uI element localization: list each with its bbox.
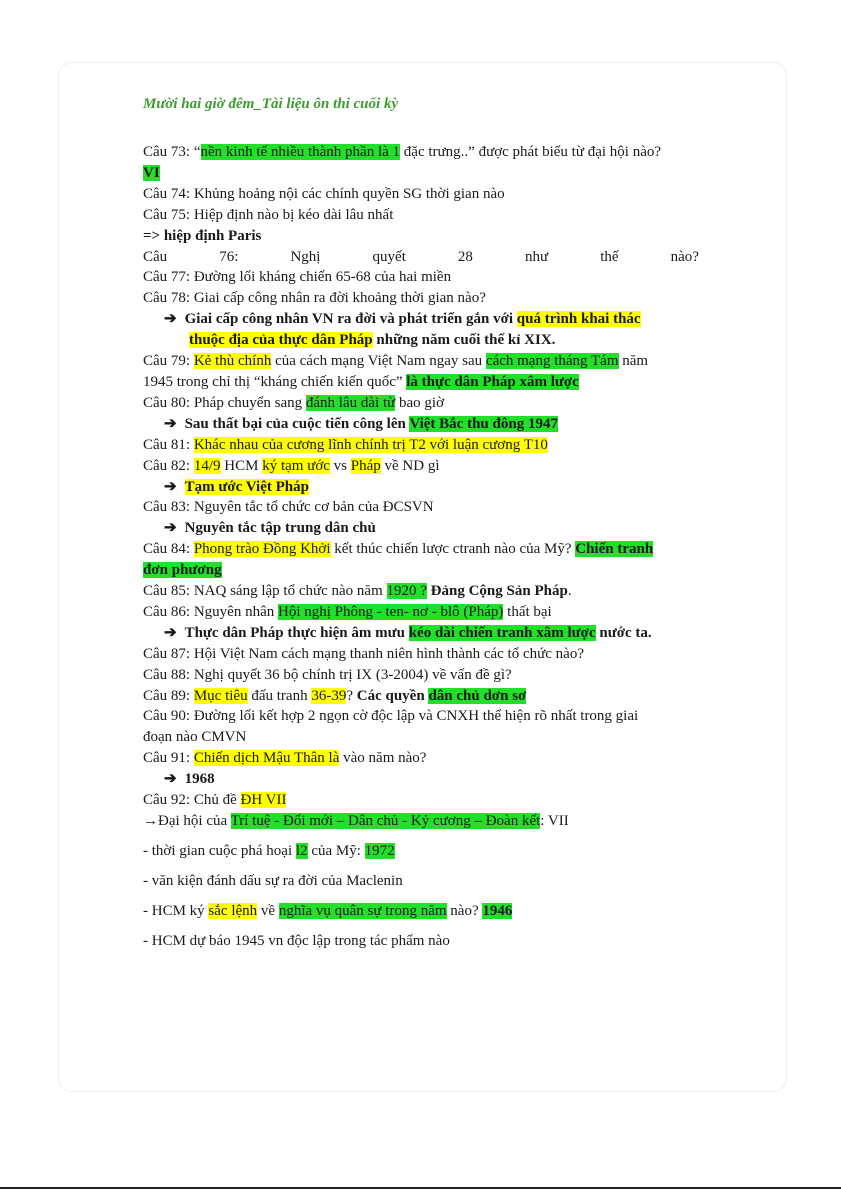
- answer-91: ➔ 1968: [143, 769, 699, 790]
- question-73: Câu 73: “nền kinh tế nhiều thành phần là 1 đặc trưng..” được phát biểu từ đại hội nào?: [143, 144, 662, 160]
- question-80: Câu 80: Pháp chuyển sang đánh lâu dài từ bao giờ: [143, 394, 445, 411]
- question-75: Câu 75: Hiệp định nào bị kéo dài lâu nhất: [143, 206, 394, 223]
- question-86: Câu 86: Nguyên nhân Hội nghị Phông - ten- nơ - blô (Pháp) thất bại: [143, 603, 552, 620]
- question-92: Câu 92: Chủ đề ĐH VII: [143, 792, 287, 809]
- question-81: Câu 81: Khác nhau của cương lĩnh chính trị T2 với luận cương T10: [143, 436, 548, 453]
- answer-83: ➔ Nguyên tắc tập trung dân chủ: [143, 518, 699, 539]
- question-85: Câu 85: NAQ sáng lập tổ chức nào năm 1920 ? Đảng Cộng Sản Pháp.: [143, 583, 572, 600]
- answer-73: VI: [143, 164, 160, 181]
- arrow-icon: ➔: [164, 771, 177, 788]
- answer-78: ➔ Giai cấp công nhân VN ra đời và phát triển gắn với quá trình khai thác: [143, 309, 699, 330]
- question-87: Câu 87: Hội Việt Nam cách mạng thanh niên hình thành các tổ chức nào?: [143, 645, 584, 662]
- question-88: Câu 88: Nghị quyết 36 bộ chính trị IX (3-2004) về vấn đề gì?: [143, 666, 512, 683]
- note-3: - HCM ký sắc lệnh về nghĩa vụ quân sự trong năm nào? 1946: [143, 902, 513, 919]
- question-90: Câu 90: Đường lối kết hợp 2 ngọn cờ độc lập và CNXH thể hiện rõ nhất trong giai: [143, 708, 639, 725]
- arrow-icon: ➔: [164, 624, 177, 641]
- question-77: Câu 77: Đường lối kháng chiến 65-68 của hai miền: [143, 269, 452, 286]
- arrow-icon: ➔: [164, 311, 177, 328]
- question-83: Câu 83: Nguyên tắc tổ chức cơ bản của ĐCSVN: [143, 499, 434, 516]
- bottom-rule: [0, 1187, 841, 1189]
- answer-82: ➔ Tạm ước Việt Pháp: [143, 477, 699, 498]
- question-84: Câu 84: Phong trào Đồng Khởi kết thúc chiến lược ctranh nào của Mỹ? Chiến tranh: [143, 541, 654, 558]
- note-4: - HCM dự báo 1945 vn độc lập trong tác phẩm nào: [143, 932, 450, 949]
- answer-78-cont: thuộc địa của thực dân Pháp những năm cuối thế kỉ XIX.: [189, 332, 556, 349]
- answer-75: => hiệp định Paris: [143, 227, 262, 244]
- question-92-cont: →Đại hội của Trí tuệ - Đổi mới – Dân chủ - Kỷ cương – Đoàn kết: VII: [143, 813, 569, 829]
- question-78: Câu 78: Giai cấp công nhân ra đời khoảng thời gian nào?: [143, 290, 486, 307]
- question-90-cont: đoạn nào CMVN: [143, 729, 247, 746]
- document-header: Mười hai giờ đêm_Tài liệu ôn thi cuối kỳ: [143, 96, 399, 112]
- note-2: - văn kiện đánh dấu sự ra đời của Maclenin: [143, 872, 403, 889]
- question-76: Câu 76: Nghị quyết 28 như thế nào?: [143, 248, 699, 265]
- note-1: - thời gian cuộc phá hoại l2 của Mỹ: 1972: [143, 842, 395, 859]
- question-79: Câu 79: Kẻ thù chính của cách mạng Việt Nam ngay sau cách mạng tháng Tám năm: [143, 353, 649, 370]
- question-74: Câu 74: Khủng hoảng nội các chính quyền SG thời gian nào: [143, 185, 505, 202]
- question-89: Câu 89: Mục tiêu đấu tranh 36-39? Các quyền dân chủ dơn sơ: [143, 687, 527, 704]
- question-79-cont: 1945 trong chỉ thị “kháng chiến kiến quốc” là thực dân Pháp xâm lược: [143, 373, 579, 390]
- question-82: Câu 82: 14/9 HCM ký tạm ước vs Pháp về ND gì: [143, 457, 440, 474]
- question-84-cont: đơn phương: [143, 562, 222, 579]
- arrow-icon: ➔: [164, 478, 177, 495]
- answer-80: ➔ Sau thất bại của cuộc tiến công lên Việt Bắc thu đông 1947: [143, 414, 699, 435]
- question-91: Câu 91: Chiến dịch Mậu Thân là vào năm nào?: [143, 750, 427, 767]
- arrow-icon: ➔: [164, 415, 177, 432]
- answer-86: ➔ Thực dân Pháp thực hiện âm mưu kéo dài chiến tranh xâm lược nước ta.: [143, 623, 699, 644]
- document-content: [143, 142, 699, 952]
- arrow-icon: ➔: [164, 520, 177, 537]
